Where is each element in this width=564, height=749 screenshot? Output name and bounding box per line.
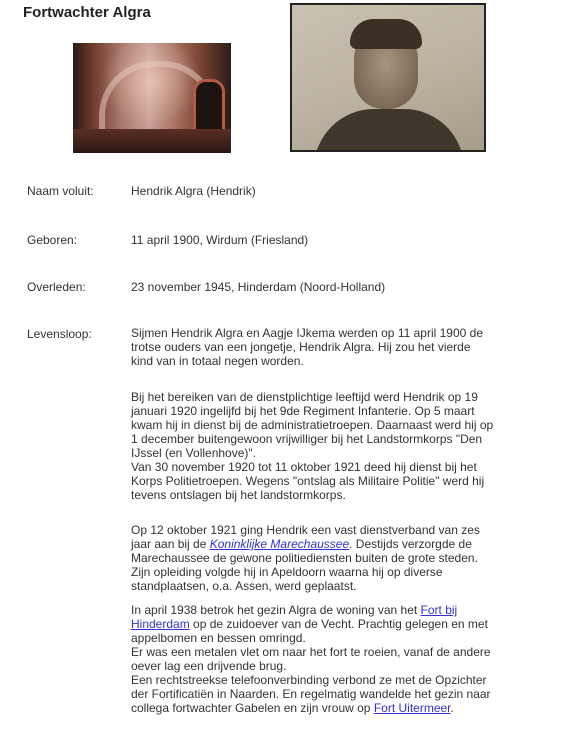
koninklijke-marechaussee-link[interactable]: Koninklijke Marechaussee: [209, 537, 350, 551]
text-line: der Fortificatiën in Naarden. En regelmatig wandelde het gezin naar: [131, 687, 491, 701]
text-line: Een rechtstreekse telefoonverbinding verbond ze met de Opzichter: [131, 673, 487, 687]
paragraph-fort-hinderdam: [131, 603, 541, 715]
text-fragment: . Destijds verzorgde de: [349, 537, 472, 551]
text-line: Er was een metalen vlet om naar het fort te roeien, vanaf de andere: [131, 645, 491, 659]
text-fragment: op de zuidoever van de Vecht. Prachtig gelegen en met: [189, 617, 488, 631]
text-line: oever lag een drijvende brug.: [131, 659, 287, 673]
levensloop-label: Levensloop:: [27, 327, 92, 341]
fort-uitermeer-link[interactable]: Fort Uitermeer: [373, 701, 451, 715]
fort-bij-hinderdam-link[interactable]: Fort bij: [420, 603, 458, 617]
text-line: kind van in totaal negen worden.: [131, 354, 304, 368]
portrait-photo: [290, 3, 486, 152]
text-fragment: .: [450, 701, 454, 715]
page-title: Fortwachter Algra: [23, 4, 151, 21]
geboren-label: Geboren:: [27, 233, 78, 247]
text-line: Van 30 november 1920 tot 11 oktober 1921 deed hij dienst bij het: [131, 460, 477, 474]
text-line: 1 december buitengewoon vrijwilliger bij het Landstormkorps "Den: [131, 432, 483, 446]
fort-interior-photo: [73, 43, 231, 153]
text-line: Marechaussee de gewone politiediensten buiten de grote steden.: [131, 551, 478, 565]
text-line: kwam hij in dienst bij de administratietroepen. Daarnaast werd hij op: [131, 418, 494, 432]
text-line: [131, 537, 541, 551]
naam-label: Naam voluit:: [27, 184, 94, 198]
text-line: IJssel (en Vollenhove)".: [131, 446, 256, 460]
text-line: Korps Politietroepen. Wegens "ontslag als Militaire Politie" werd hij: [131, 474, 485, 488]
text-line: Op 12 oktober 1921 ging Hendrik een vast dienstverband van zes: [131, 523, 480, 537]
geboren-value: 11 april 1900, Wirdum (Friesland): [131, 233, 309, 247]
text-line: Sijmen Hendrik Algra en Aagje IJkema werden op 11 april 1900 de: [131, 326, 483, 340]
fort-bij-hinderdam-link-continued[interactable]: Hinderdam: [131, 617, 190, 631]
text-line: standplaatsen, o.a. Assen, werd geplaatst.: [131, 579, 357, 593]
text-line: [131, 603, 541, 617]
paragraph-military-service: [131, 390, 541, 502]
text-line: appelbomen en bessen omringd.: [131, 631, 306, 645]
text-line: Zijn opleiding volgde hij in Apeldoorn waarna hij op diverse: [131, 565, 443, 579]
text-line: Bij het bereiken van de dienstplichtige leeftijd werd Hendrik op 19: [131, 390, 478, 404]
text-fragment: collega fortwachter Gabelen en zijn vrouw op: [131, 701, 374, 715]
paragraph-childhood: [131, 326, 541, 368]
text-line: trotse ouders van een jongetje, Hendrik Algra. Hij zou het vierde: [131, 340, 471, 354]
text-fragment: jaar aan bij de: [131, 537, 210, 551]
overleden-value: 23 november 1945, Hinderdam (Noord-Holland): [131, 280, 386, 294]
paragraph-marechaussee: [131, 523, 541, 593]
text-line: [131, 617, 541, 631]
text-line: januari 1920 ingelijfd bij het 9de Regiment Infanterie. Op 5 maart: [131, 404, 475, 418]
text-line: tevens ontslagen bij het landstormkorps.: [131, 488, 346, 502]
overleden-label: Overleden:: [27, 280, 86, 294]
text-line: [131, 701, 541, 715]
text-fragment: In april 1938 betrok het gezin Algra de woning van het: [131, 603, 421, 617]
naam-value: Hendrik Algra (Hendrik): [131, 184, 256, 198]
